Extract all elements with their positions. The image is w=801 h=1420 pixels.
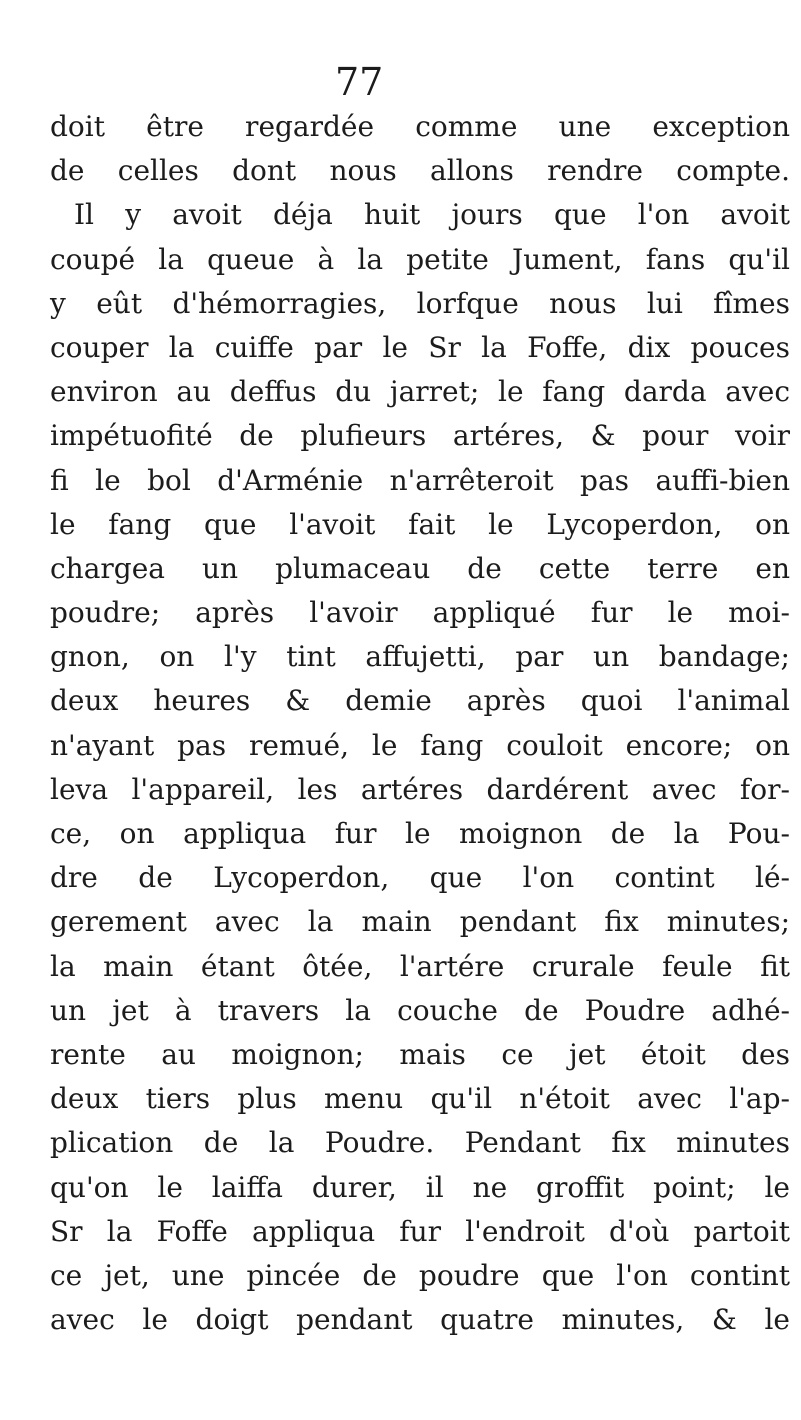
text-line: couper la cuiffe par le Sr la Foffe, dix pouces xyxy=(50,330,790,364)
text-line: un jet à travers la couche de Poudre adhé- xyxy=(50,993,790,1027)
page-number: 77 xyxy=(335,60,384,104)
text-line: deux heures & demie après quoi l'animal xyxy=(50,684,790,718)
text-line: n'ayant pas remué, le fang couloit encore; on xyxy=(50,728,790,762)
text-line: doit être regardée comme une exception xyxy=(50,110,790,143)
text-line: Sr la Foffe appliqua fur l'endroit d'où partoit xyxy=(50,1214,790,1248)
text-line: Il y avoit déja huit jours que l'on avoit xyxy=(74,198,790,232)
text-line: chargea un plumaceau de cette terre en xyxy=(50,551,790,585)
text-line: poudre; après l'avoir appliqué fur le moi- xyxy=(50,596,790,630)
text-line: avec le doigt pendant quatre minutes, & le xyxy=(50,1303,790,1337)
body-text xyxy=(50,105,790,1342)
text-line: deux tiers plus menu qu'il n'étoit avec l'ap- xyxy=(50,1082,790,1116)
text-line: la main étant ôtée, l'artére crurale feule fit xyxy=(50,949,790,983)
text-line: plication de la Poudre. Pendant fix minutes xyxy=(50,1126,790,1160)
text-line: le fang que l'avoit fait le Lycoperdon, on xyxy=(50,507,790,541)
text-line: impétuofité de plufieurs artéres, & pour voir xyxy=(50,419,790,453)
text-line: rente au moignon; mais ce jet étoit des xyxy=(50,1037,790,1071)
text-line: environ au deffus du jarret; le fang darda avec xyxy=(50,375,790,409)
text-line: gerement avec la main pendant fix minutes; xyxy=(50,905,790,939)
text-line: qu'on le laiffa durer, il ne groffit point; le xyxy=(50,1170,790,1204)
text-line: gnon, on l'y tint affujetti, par un bandage; xyxy=(50,640,790,674)
text-line: coupé la queue à la petite Jument, fans qu'il xyxy=(50,242,790,276)
text-line: ce, on appliqua fur le moignon de la Pou- xyxy=(50,817,790,850)
text-line: fi le bol d'Arménie n'arrêteroit pas auffi-bien xyxy=(50,463,790,497)
text-line: y eût d'hémorragies, lorfque nous lui fîmes xyxy=(50,286,790,320)
text-line: ce jet, une pincée de poudre que l'on contint xyxy=(50,1258,790,1292)
text-line: dre de Lycoperdon, que l'on contint lé- xyxy=(50,861,790,895)
text-line: de celles dont nous allons rendre compte. xyxy=(50,154,790,188)
text-line: leva l'appareil, les artéres dardérent avec for- xyxy=(50,772,790,806)
